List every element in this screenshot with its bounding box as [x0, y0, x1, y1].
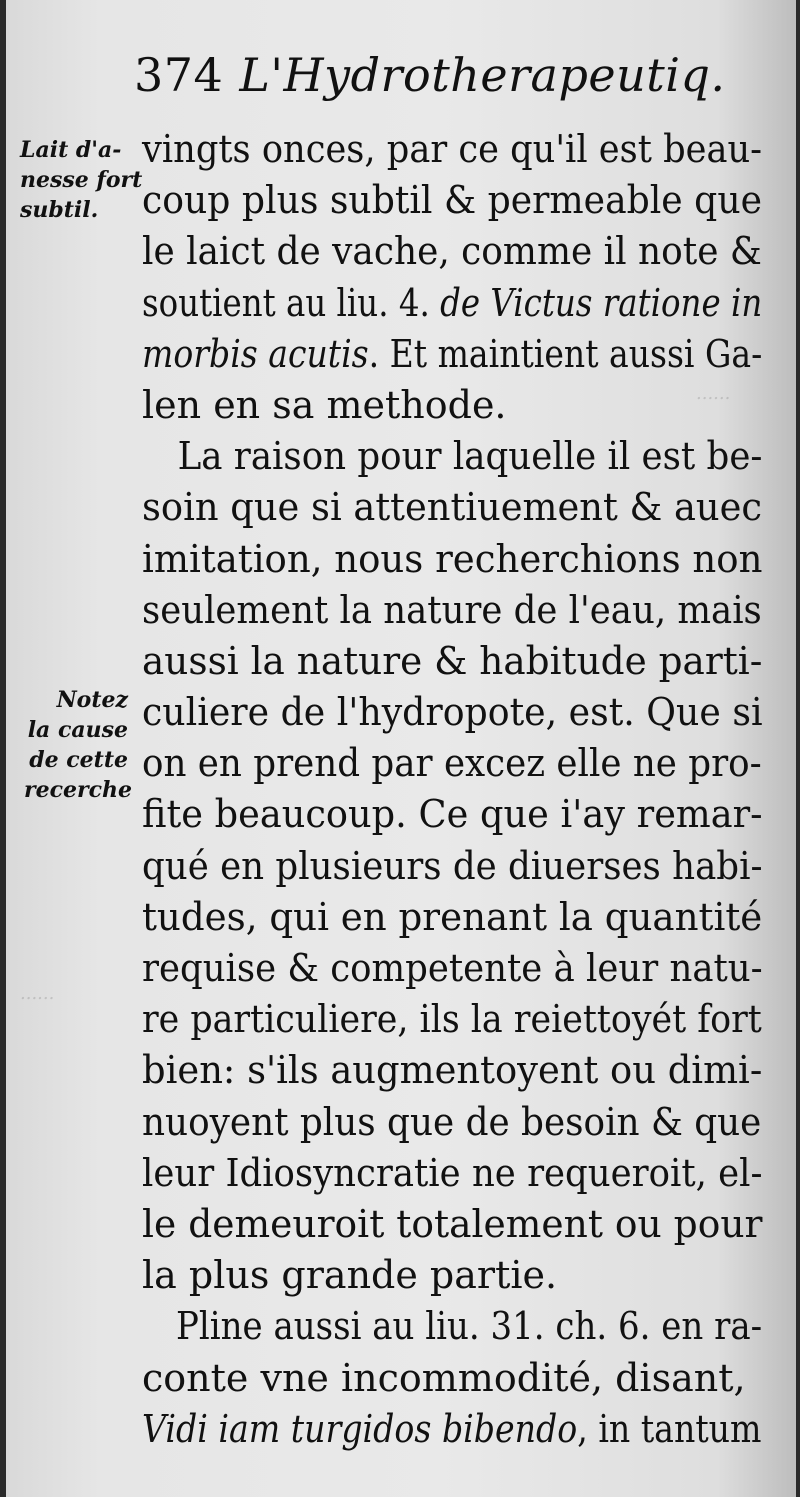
margin-note-line: la cause: [27, 717, 128, 743]
text-run: len en sa methode.: [142, 382, 507, 427]
text-line: [142, 943, 763, 994]
text-run: seulement la nature de l'eau, mais: [142, 587, 762, 632]
book-page: [6, 0, 796, 1497]
text-run: re particuliere, ils la reiettoyét fort: [142, 997, 762, 1042]
running-title: L'Hydrotherapeutiq.: [239, 48, 726, 102]
text-line: [142, 585, 762, 636]
text-line: [142, 1301, 763, 1352]
text-line: [142, 175, 762, 226]
text-run: leur Idiosyncratie ne requeroit, el-: [142, 1150, 763, 1195]
margin-note-line: Notez: [56, 687, 128, 713]
text-line: [142, 226, 762, 277]
text-line: [142, 1353, 762, 1404]
text-line: [142, 1045, 763, 1096]
text-run: bien: s'ils augmentoyent ou dimi-: [142, 1048, 763, 1093]
text-line: [142, 1097, 762, 1148]
text-run: qué en plusieurs de diuerses habi-: [142, 843, 763, 888]
text-line: [142, 789, 763, 840]
text-line: [142, 841, 763, 892]
bleed-through-text: ......: [696, 383, 731, 404]
text-run: fite beaucoup. Ce que i'ay remar-: [142, 792, 763, 837]
text-run: le demeuroit totalement ou pour: [142, 1201, 763, 1246]
main-text-block: [142, 124, 762, 1455]
text-line: [142, 329, 763, 380]
text-line: [142, 892, 763, 943]
italic-text: Vidi iam turgidos bibendo: [142, 1406, 578, 1451]
text-line: [142, 994, 762, 1045]
text-run: soin que si attentiuement & auec: [142, 485, 763, 530]
text-run: aussi la nature & habitude parti-: [142, 638, 763, 683]
text-run: on en prend par excez elle ne pro-: [142, 741, 762, 786]
text-run: vingts onces, par ce qu'il est beau-: [142, 127, 763, 171]
text-line: [142, 278, 763, 329]
text-line: [142, 1250, 762, 1301]
text-line: [142, 124, 763, 175]
page-header: [134, 48, 726, 118]
page-number: 374: [134, 48, 224, 102]
text-run: la plus grande partie.: [142, 1253, 558, 1298]
text-run: tudes, qui en prenant la quantité: [142, 894, 763, 939]
text-line: [142, 738, 762, 789]
text-run: culiere de l'hydropote, est. Que si: [142, 690, 763, 735]
text-line: [142, 687, 763, 738]
margin-note-line: Lait d'a-: [20, 137, 122, 163]
margin-note-line: recerche: [24, 777, 132, 803]
text-run: , in tantum: [577, 1406, 762, 1451]
text-line: [142, 380, 762, 431]
text-line: [142, 1199, 763, 1250]
text-run: conte vne incommodité, disant,: [142, 1355, 746, 1400]
margin-note-notez: [24, 685, 132, 805]
margin-note-line: de cette: [29, 747, 128, 773]
text-line: [142, 636, 763, 687]
text-run: . Et maintient aussi Ga-: [368, 331, 763, 376]
text-run: soutient au liu. 4.: [142, 280, 441, 325]
text-line: [142, 1404, 762, 1455]
margin-note-line: nesse fort: [20, 167, 143, 193]
text-run: coup plus subtil & permeable que: [142, 178, 762, 223]
text-line: [142, 482, 763, 533]
text-run: La raison pour laquelle il est be-: [177, 434, 763, 479]
bleed-through-text: ......: [20, 983, 55, 1004]
text-run: le laict de vache, comme il note &: [142, 229, 762, 274]
text-line: [142, 431, 763, 482]
italic-text: morbis acutis: [142, 331, 369, 376]
text-run: nuoyent plus que de besoin & que: [142, 1099, 762, 1144]
text-run: imitation, nous recherchions non: [142, 536, 763, 581]
italic-text: de Victus ratione in: [440, 280, 763, 325]
text-run: Pline aussi au liu. 31. ch. 6. en ra-: [176, 1304, 763, 1349]
text-line: [142, 534, 763, 585]
margin-note-lait: [20, 135, 142, 225]
margin-note-line: subtil.: [20, 197, 99, 223]
text-run: requise & competente à leur natu-: [142, 946, 763, 990]
text-line: [142, 1148, 763, 1199]
